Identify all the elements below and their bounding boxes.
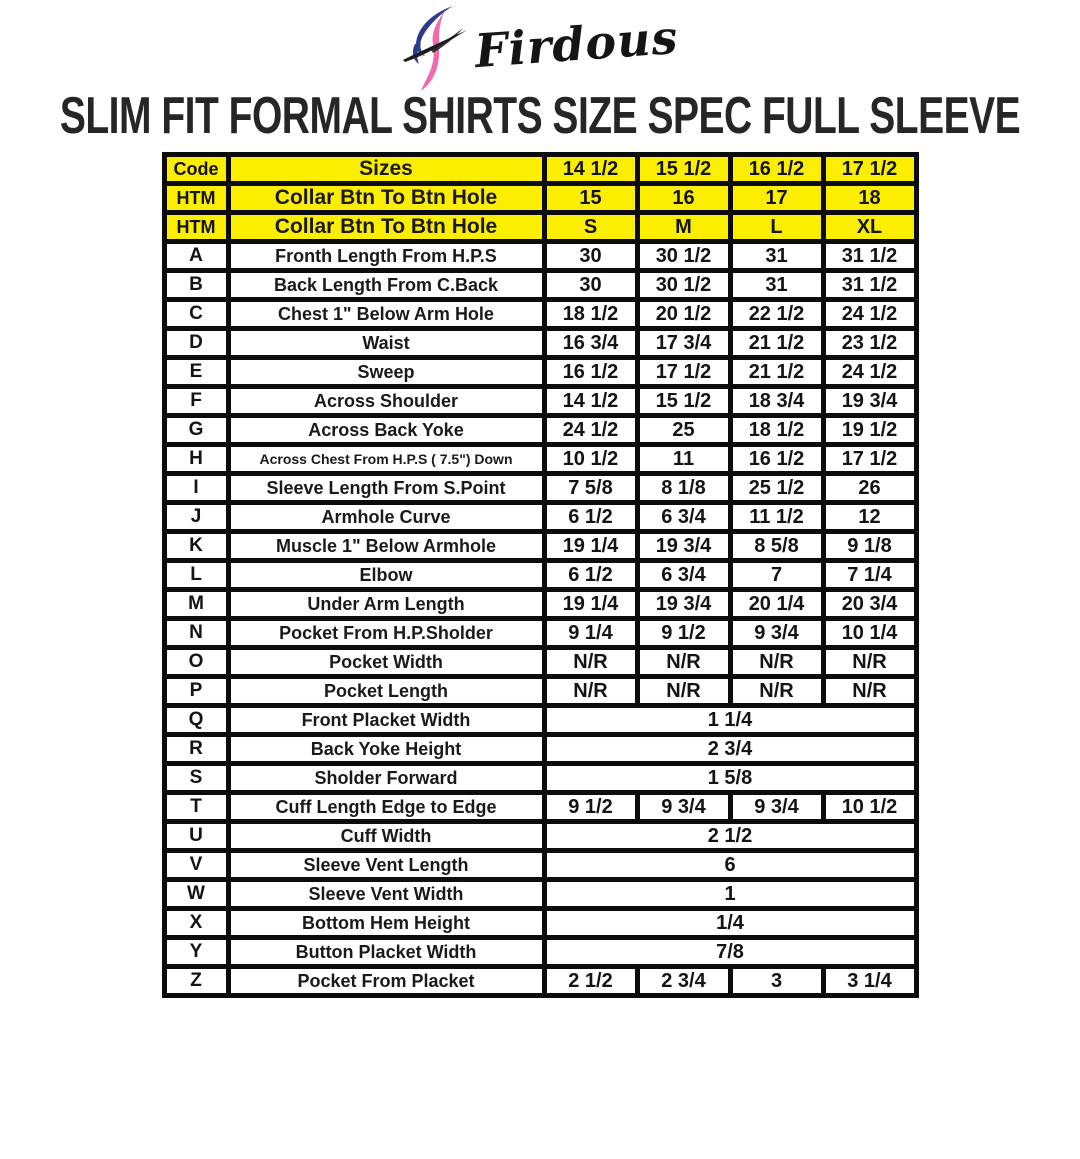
size-spec-row xyxy=(164,793,916,822)
size-value-cell: 26 xyxy=(823,474,916,503)
size-spec-row xyxy=(164,938,916,967)
size-value-cell: 17 1/2 xyxy=(823,445,916,474)
size-spec-row xyxy=(164,764,916,793)
size-spec-row xyxy=(164,880,916,909)
size-value-cell: 31 1/2 xyxy=(823,271,916,300)
code-cell: F xyxy=(164,387,228,416)
size-value-cell: XL xyxy=(823,213,916,242)
size-value-cell: 17 3/4 xyxy=(637,329,730,358)
size-value-cell: 21 1/2 xyxy=(730,329,823,358)
merged-value-cell: 1 5/8 xyxy=(544,764,916,793)
size-value-cell: 19 1/4 xyxy=(544,532,637,561)
size-value-cell: 11 1/2 xyxy=(730,503,823,532)
size-value-cell: 11 xyxy=(637,445,730,474)
size-value-cell: 9 3/4 xyxy=(730,619,823,648)
size-spec-row xyxy=(164,967,916,996)
code-cell: H xyxy=(164,445,228,474)
firdous-logo-swirl-icon xyxy=(401,4,473,92)
size-value-cell: 30 xyxy=(544,242,637,271)
size-value-cell: 3 xyxy=(730,967,823,996)
size-value-cell: 9 3/4 xyxy=(730,793,823,822)
measure-label-cell: Cuff Length Edge to Edge xyxy=(228,793,544,822)
size-value-cell: 25 1/2 xyxy=(730,474,823,503)
size-value-cell: 6 3/4 xyxy=(637,561,730,590)
size-value-cell: M xyxy=(637,213,730,242)
measure-label-cell: Under Arm Length xyxy=(228,590,544,619)
firdous-logo xyxy=(0,0,1080,92)
code-cell: V xyxy=(164,851,228,880)
size-spec-row xyxy=(164,619,916,648)
size-value-cell: 15 1/2 xyxy=(637,387,730,416)
size-value-cell: 18 3/4 xyxy=(730,387,823,416)
size-value-cell: 24 1/2 xyxy=(823,358,916,387)
size-value-cell: 31 1/2 xyxy=(823,242,916,271)
size-value-cell: 14 1/2 xyxy=(544,155,637,184)
size-value-cell: 9 3/4 xyxy=(637,793,730,822)
size-value-cell: 16 3/4 xyxy=(544,329,637,358)
size-value-cell: 30 1/2 xyxy=(637,271,730,300)
size-value-cell: N/R xyxy=(637,648,730,677)
code-cell: J xyxy=(164,503,228,532)
merged-value-cell: 1/4 xyxy=(544,909,916,938)
measure-label-cell: Fronth Length From H.P.S xyxy=(228,242,544,271)
size-value-cell: 7 5/8 xyxy=(544,474,637,503)
size-value-cell: 7 xyxy=(730,561,823,590)
measure-label-cell: Back Length From C.Back xyxy=(228,271,544,300)
measure-label-cell: Across Shoulder xyxy=(228,387,544,416)
size-spec-row xyxy=(164,677,916,706)
measure-label-cell: Across Back Yoke xyxy=(228,416,544,445)
code-cell: Code xyxy=(164,155,228,184)
measure-label-cell: Armhole Curve xyxy=(228,503,544,532)
code-cell: R xyxy=(164,735,228,764)
size-value-cell: 17 1/2 xyxy=(637,358,730,387)
size-value-cell: 24 1/2 xyxy=(544,416,637,445)
size-spec-row xyxy=(164,503,916,532)
code-cell: D xyxy=(164,329,228,358)
measure-label-cell: Sholder Forward xyxy=(228,764,544,793)
size-spec-row xyxy=(164,387,916,416)
measure-label-cell: Pocket From Placket xyxy=(228,967,544,996)
size-value-cell: N/R xyxy=(544,677,637,706)
measure-label-cell: Front Placket Width xyxy=(228,706,544,735)
code-cell: M xyxy=(164,590,228,619)
size-value-cell: 31 xyxy=(730,271,823,300)
code-cell: U xyxy=(164,822,228,851)
size-value-cell: 25 xyxy=(637,416,730,445)
size-value-cell: 12 xyxy=(823,503,916,532)
measure-label-cell: Sweep xyxy=(228,358,544,387)
size-value-cell: N/R xyxy=(823,648,916,677)
size-value-cell: 20 1/2 xyxy=(637,300,730,329)
code-cell: B xyxy=(164,271,228,300)
size-spec-row xyxy=(164,822,916,851)
size-spec-row xyxy=(164,561,916,590)
size-value-cell: 16 1/2 xyxy=(544,358,637,387)
size-value-cell: 16 xyxy=(637,184,730,213)
measure-label-cell: Cuff Width xyxy=(228,822,544,851)
code-cell: Q xyxy=(164,706,228,735)
size-spec-row xyxy=(164,909,916,938)
measure-label-cell: Elbow xyxy=(228,561,544,590)
size-value-cell: 3 1/4 xyxy=(823,967,916,996)
size-value-cell: 23 1/2 xyxy=(823,329,916,358)
size-value-cell: 31 xyxy=(730,242,823,271)
size-value-cell: S xyxy=(544,213,637,242)
measure-label-cell: Waist xyxy=(228,329,544,358)
code-cell: O xyxy=(164,648,228,677)
size-value-cell: 7 1/4 xyxy=(823,561,916,590)
size-value-cell: 9 1/8 xyxy=(823,532,916,561)
code-cell: N xyxy=(164,619,228,648)
size-value-cell: N/R xyxy=(637,677,730,706)
code-cell: HTM xyxy=(164,213,228,242)
size-spec-row xyxy=(164,851,916,880)
size-value-cell: 16 1/2 xyxy=(730,155,823,184)
size-spec-row xyxy=(164,590,916,619)
size-spec-row xyxy=(164,532,916,561)
size-value-cell: 9 1/4 xyxy=(544,619,637,648)
size-spec-row xyxy=(164,648,916,677)
size-value-cell: 2 3/4 xyxy=(637,967,730,996)
size-value-cell: N/R xyxy=(730,677,823,706)
code-cell: HTM xyxy=(164,184,228,213)
size-spec-row xyxy=(164,358,916,387)
size-value-cell: N/R xyxy=(544,648,637,677)
measure-label-cell: Collar Btn To Btn Hole xyxy=(228,213,544,242)
size-value-cell: 6 1/2 xyxy=(544,503,637,532)
size-value-cell: L xyxy=(730,213,823,242)
brand-name: Firdous xyxy=(473,9,681,79)
measure-label-cell: Button Placket Width xyxy=(228,938,544,967)
size-value-cell: 19 1/4 xyxy=(544,590,637,619)
merged-value-cell: 6 xyxy=(544,851,916,880)
size-value-cell: 10 1/4 xyxy=(823,619,916,648)
size-spec-table xyxy=(162,152,919,998)
code-cell: Y xyxy=(164,938,228,967)
size-value-cell: 18 1/2 xyxy=(730,416,823,445)
size-value-cell: 20 1/4 xyxy=(730,590,823,619)
size-value-cell: 17 xyxy=(730,184,823,213)
size-value-cell: N/R xyxy=(823,677,916,706)
size-spec-row xyxy=(164,416,916,445)
size-value-cell: 18 xyxy=(823,184,916,213)
size-value-cell: 6 3/4 xyxy=(637,503,730,532)
code-cell: I xyxy=(164,474,228,503)
measure-label-cell: Across Chest From H.P.S ( 7.5") Down xyxy=(228,445,544,474)
code-cell: T xyxy=(164,793,228,822)
size-value-cell: 8 1/8 xyxy=(637,474,730,503)
measure-label-cell: Sleeve Length From S.Point xyxy=(228,474,544,503)
measure-label-cell: Sleeve Vent Width xyxy=(228,880,544,909)
measure-label-cell: Pocket Length xyxy=(228,677,544,706)
size-value-cell: 9 1/2 xyxy=(544,793,637,822)
size-value-cell: 10 1/2 xyxy=(544,445,637,474)
size-value-cell: 17 1/2 xyxy=(823,155,916,184)
size-value-cell: 19 3/4 xyxy=(637,590,730,619)
measure-label-cell: Sizes xyxy=(228,155,544,184)
code-cell: P xyxy=(164,677,228,706)
measure-label-cell: Bottom Hem Height xyxy=(228,909,544,938)
code-cell: S xyxy=(164,764,228,793)
measure-label-cell: Chest 1" Below Arm Hole xyxy=(228,300,544,329)
size-spec-header-row xyxy=(164,155,916,184)
merged-value-cell: 2 1/2 xyxy=(544,822,916,851)
size-spec-row xyxy=(164,474,916,503)
size-value-cell: 30 xyxy=(544,271,637,300)
size-value-cell: 2 1/2 xyxy=(544,967,637,996)
merged-value-cell: 7/8 xyxy=(544,938,916,967)
size-value-cell: 15 xyxy=(544,184,637,213)
size-spec-table-body xyxy=(164,155,916,996)
brand-header xyxy=(0,0,1080,145)
size-value-cell: 22 1/2 xyxy=(730,300,823,329)
size-value-cell: 18 1/2 xyxy=(544,300,637,329)
code-cell: L xyxy=(164,561,228,590)
code-cell: E xyxy=(164,358,228,387)
size-spec-row xyxy=(164,329,916,358)
size-value-cell: 24 1/2 xyxy=(823,300,916,329)
measure-label-cell: Pocket From H.P.Sholder xyxy=(228,619,544,648)
merged-value-cell: 2 3/4 xyxy=(544,735,916,764)
measure-label-cell: Pocket Width xyxy=(228,648,544,677)
code-cell: A xyxy=(164,242,228,271)
code-cell: G xyxy=(164,416,228,445)
merged-value-cell: 1 xyxy=(544,880,916,909)
size-spec-header-row xyxy=(164,213,916,242)
size-value-cell: 20 3/4 xyxy=(823,590,916,619)
measure-label-cell: Back Yoke Height xyxy=(228,735,544,764)
size-value-cell: 8 5/8 xyxy=(730,532,823,561)
code-cell: X xyxy=(164,909,228,938)
size-value-cell: 19 3/4 xyxy=(823,387,916,416)
merged-value-cell: 1 1/4 xyxy=(544,706,916,735)
size-spec-row xyxy=(164,271,916,300)
size-value-cell: 21 1/2 xyxy=(730,358,823,387)
size-value-cell: 16 1/2 xyxy=(730,445,823,474)
size-value-cell: 30 1/2 xyxy=(637,242,730,271)
size-value-cell: 10 1/2 xyxy=(823,793,916,822)
size-spec-row xyxy=(164,300,916,329)
size-value-cell: 6 1/2 xyxy=(544,561,637,590)
size-value-cell: 15 1/2 xyxy=(637,155,730,184)
page-title: SLIM FIT FORMAL SHIRTS SIZE SPEC FULL SLEEVE xyxy=(59,87,1021,145)
measure-label-cell: Sleeve Vent Length xyxy=(228,851,544,880)
size-value-cell: 19 1/2 xyxy=(823,416,916,445)
size-spec-row xyxy=(164,735,916,764)
measure-label-cell: Collar Btn To Btn Hole xyxy=(228,184,544,213)
size-value-cell: N/R xyxy=(730,648,823,677)
size-spec-row xyxy=(164,706,916,735)
size-value-cell: 14 1/2 xyxy=(544,387,637,416)
code-cell: Z xyxy=(164,967,228,996)
code-cell: W xyxy=(164,880,228,909)
code-cell: C xyxy=(164,300,228,329)
size-spec-row xyxy=(164,445,916,474)
size-spec-header-row xyxy=(164,184,916,213)
size-value-cell: 19 3/4 xyxy=(637,532,730,561)
size-spec-row xyxy=(164,242,916,271)
code-cell: K xyxy=(164,532,228,561)
size-value-cell: 9 1/2 xyxy=(637,619,730,648)
measure-label-cell: Muscle 1" Below Armhole xyxy=(228,532,544,561)
